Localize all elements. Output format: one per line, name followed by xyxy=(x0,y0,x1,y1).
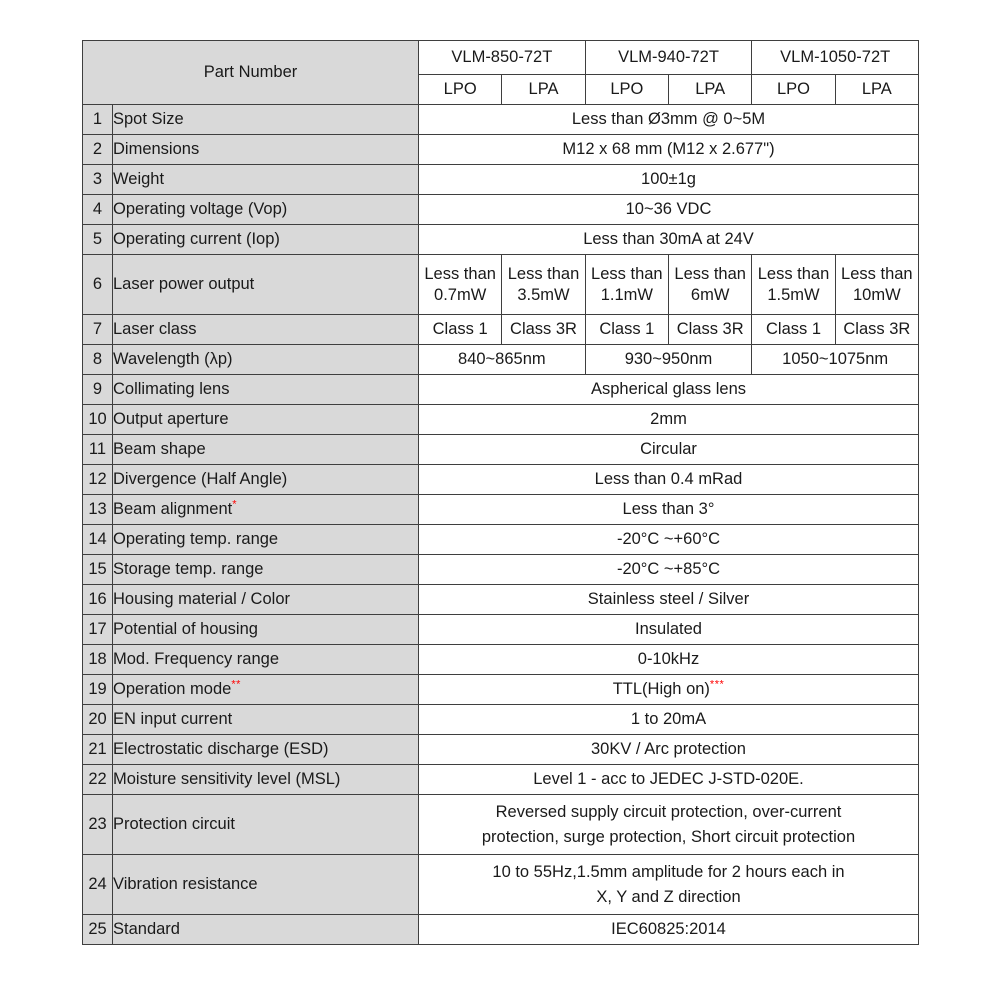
row-number: 2 xyxy=(83,135,113,165)
table-row xyxy=(83,405,919,435)
row-label: Operating current (Iop) xyxy=(113,225,419,255)
power-prefix: Less than xyxy=(424,264,496,283)
row-value-line1: 10 to 55Hz,1.5mm amplitude for 2 hours each in xyxy=(492,862,845,881)
row-number: 16 xyxy=(83,585,113,615)
row-value xyxy=(419,675,919,705)
table-row xyxy=(83,465,919,495)
part-number-header: Part Number xyxy=(83,41,419,105)
row-number: 13 xyxy=(83,495,113,525)
row-label: Wavelength (λp) xyxy=(113,345,419,375)
table-row xyxy=(83,315,919,345)
row-value-cell: 1050~1075nm xyxy=(752,345,919,375)
row-number: 8 xyxy=(83,345,113,375)
row-value-cell: Class 1 xyxy=(585,315,668,345)
row-value-cell xyxy=(669,255,752,315)
row-value: Circular xyxy=(419,435,919,465)
row-value xyxy=(419,855,919,915)
row-label: Storage temp. range xyxy=(113,555,419,585)
table-row xyxy=(83,225,919,255)
row-label: Housing material / Color xyxy=(113,585,419,615)
row-value-cell: Class 3R xyxy=(669,315,752,345)
row-label: Laser class xyxy=(113,315,419,345)
row-label-text: Operation mode xyxy=(113,680,232,699)
row-value: Aspherical glass lens xyxy=(419,375,919,405)
row-number: 5 xyxy=(83,225,113,255)
row-number: 9 xyxy=(83,375,113,405)
power-value: 10mW xyxy=(853,285,901,304)
row-label: Weight xyxy=(113,165,419,195)
table-row xyxy=(83,255,919,315)
row-number: 4 xyxy=(83,195,113,225)
table-row xyxy=(83,585,919,615)
footnote-asterisk: ** xyxy=(231,678,241,691)
table-row xyxy=(83,105,919,135)
row-label: Electrostatic discharge (ESD) xyxy=(113,735,419,765)
row-value-line1: Reversed supply circuit protection, over-current xyxy=(495,802,842,821)
row-label: Moisture sensitivity level (MSL) xyxy=(113,765,419,795)
specifications-table xyxy=(82,40,919,945)
row-value: Less than 30mA at 24V xyxy=(419,225,919,255)
row-number: 7 xyxy=(83,315,113,345)
power-value: 1.5mW xyxy=(767,285,820,304)
power-prefix: Less than xyxy=(674,264,746,283)
row-number: 21 xyxy=(83,735,113,765)
row-number: 22 xyxy=(83,765,113,795)
power-prefix: Less than xyxy=(841,264,913,283)
row-label: Potential of housing xyxy=(113,615,419,645)
row-value-cell: 930~950nm xyxy=(585,345,752,375)
table-row xyxy=(83,165,919,195)
row-number: 20 xyxy=(83,705,113,735)
row-number: 24 xyxy=(83,855,113,915)
table-row xyxy=(83,795,919,855)
power-value: 1.1mW xyxy=(600,285,653,304)
table-row xyxy=(83,855,919,915)
row-value-cell: 840~865nm xyxy=(419,345,586,375)
power-value: 0.7mW xyxy=(434,285,487,304)
header-row-models xyxy=(83,41,919,75)
row-number: 18 xyxy=(83,645,113,675)
power-value: 3.5mW xyxy=(517,285,570,304)
row-number: 23 xyxy=(83,795,113,855)
row-value: Less than Ø3mm @ 0~5M xyxy=(419,105,919,135)
row-label: Standard xyxy=(113,915,419,945)
table-row xyxy=(83,915,919,945)
row-value: -20°C ~+60°C xyxy=(419,525,919,555)
row-number: 17 xyxy=(83,615,113,645)
table-header xyxy=(83,41,919,105)
table-row xyxy=(83,195,919,225)
row-label: Laser power output xyxy=(113,255,419,315)
model-header-3: VLM-1050-72T xyxy=(752,41,919,75)
row-value: Insulated xyxy=(419,615,919,645)
subcolumn-header-lpa-2: LPA xyxy=(669,75,752,105)
row-label: Collimating lens xyxy=(113,375,419,405)
table-row xyxy=(83,495,919,525)
row-value-cell xyxy=(835,255,918,315)
footnote-asterisk: * xyxy=(232,498,238,511)
row-value: 1 to 20mA xyxy=(419,705,919,735)
row-label: Operating temp. range xyxy=(113,525,419,555)
row-number: 14 xyxy=(83,525,113,555)
row-number: 15 xyxy=(83,555,113,585)
row-number: 25 xyxy=(83,915,113,945)
row-label: Protection circuit xyxy=(113,795,419,855)
row-number: 19 xyxy=(83,675,113,705)
row-label: Dimensions xyxy=(113,135,419,165)
row-value-line2: protection, surge protection, Short circuit protection xyxy=(481,827,856,846)
row-value-cell xyxy=(419,255,502,315)
table-row xyxy=(83,345,919,375)
subcolumn-header-lpo-1: LPO xyxy=(419,75,502,105)
row-label xyxy=(113,495,419,525)
model-header-1: VLM-850-72T xyxy=(419,41,586,75)
row-value-line2: X, Y and Z direction xyxy=(596,887,741,906)
table-row xyxy=(83,135,919,165)
row-number: 1 xyxy=(83,105,113,135)
row-value: M12 x 68 mm (M12 x 2.677") xyxy=(419,135,919,165)
row-value: 100±1g xyxy=(419,165,919,195)
subcolumn-header-lpa-3: LPA xyxy=(835,75,918,105)
subcolumn-header-lpa-1: LPA xyxy=(502,75,585,105)
row-value xyxy=(419,795,919,855)
row-number: 12 xyxy=(83,465,113,495)
row-value: Less than 0.4 mRad xyxy=(419,465,919,495)
row-label: Spot Size xyxy=(113,105,419,135)
row-value-cell xyxy=(502,255,585,315)
table-row xyxy=(83,765,919,795)
row-number: 10 xyxy=(83,405,113,435)
row-label: Beam shape xyxy=(113,435,419,465)
table-row xyxy=(83,375,919,405)
footnote-asterisk: *** xyxy=(709,678,725,691)
row-value: 2mm xyxy=(419,405,919,435)
row-value: Level 1 - acc to JEDEC J-STD-020E. xyxy=(419,765,919,795)
row-number: 3 xyxy=(83,165,113,195)
row-label: Operating voltage (Vop) xyxy=(113,195,419,225)
table-row xyxy=(83,435,919,465)
power-prefix: Less than xyxy=(591,264,663,283)
row-number: 6 xyxy=(83,255,113,315)
table-row xyxy=(83,525,919,555)
power-value: 6mW xyxy=(690,285,730,304)
row-label: Output aperture xyxy=(113,405,419,435)
row-value-cell xyxy=(585,255,668,315)
row-label-text: Beam alignment xyxy=(113,500,233,519)
row-value: Stainless steel / Silver xyxy=(419,585,919,615)
row-label xyxy=(113,675,419,705)
row-value-cell: Class 1 xyxy=(752,315,835,345)
row-value-cell: Class 3R xyxy=(502,315,585,345)
power-prefix: Less than xyxy=(757,264,830,283)
table-row xyxy=(83,555,919,585)
table-row xyxy=(83,675,919,705)
row-label: Divergence (Half Angle) xyxy=(113,465,419,495)
row-value: Less than 3° xyxy=(419,495,919,525)
row-value: 0-10kHz xyxy=(419,645,919,675)
subcolumn-header-lpo-2: LPO xyxy=(585,75,668,105)
table-row xyxy=(83,705,919,735)
table-row xyxy=(83,615,919,645)
row-value-cell xyxy=(752,255,835,315)
subcolumn-header-lpo-3: LPO xyxy=(752,75,835,105)
row-value: 10~36 VDC xyxy=(419,195,919,225)
row-value-cell: Class 1 xyxy=(419,315,502,345)
row-label: Mod. Frequency range xyxy=(113,645,419,675)
power-prefix: Less than xyxy=(507,264,580,283)
table-row xyxy=(83,735,919,765)
row-value: IEC60825:2014 xyxy=(419,915,919,945)
row-label: EN input current xyxy=(113,705,419,735)
model-header-2: VLM-940-72T xyxy=(585,41,752,75)
row-label: Vibration resistance xyxy=(113,855,419,915)
row-value: 30KV / Arc protection xyxy=(419,735,919,765)
table-body xyxy=(83,105,919,945)
row-value: -20°C ~+85°C xyxy=(419,555,919,585)
row-number: 11 xyxy=(83,435,113,465)
table-row xyxy=(83,645,919,675)
row-value-text: TTL(High on) xyxy=(612,680,710,699)
row-value-cell: Class 3R xyxy=(835,315,918,345)
